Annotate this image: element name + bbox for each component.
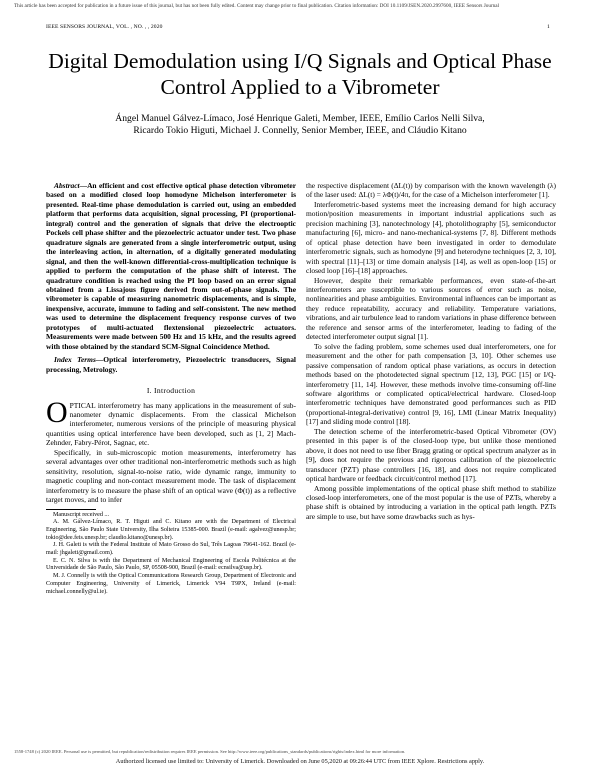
authorized-use-footer: Authorized licensed use limited to: University of Limerick. Downloaded on June 05,2020 at 09:26:44 UTC from IEEE Xplore. Restrictions apply. (115, 758, 485, 765)
author-list (40, 113, 560, 138)
abstract-label: Abstract (54, 181, 80, 190)
footnote-divider (46, 509, 96, 510)
body-paragraph-continued: the respective displacement (ΔL(t)) by comparison with the known wavelength (λ) of the laser used: ΔL(t) = λΦ(t)/4π, for the case of a Michelson interferometer [1]. (306, 181, 556, 200)
footnote-affiliation-1: A. M. Gálvez-Límaco, R. T. Higuti and C. Kitano are with the Department of Electrical Engineering, São Paulo State University, Ilha Solteira 15385-000. Brazil (e-mail: agalvez@unesp.br; tokio@dee.feis.unesp.br; claudio.kitano@unesp.br). (46, 519, 296, 541)
footnote-affiliation-3: E. C. N. Silva is with the Department of Mechanical Engineering of Escola Politécnica at the Universidade de São Paulo, São Paulo, SP, 05508-900, Brazil (e-mail: ecnsilva@usp.br). (46, 557, 296, 572)
body-paragraph: However, despite their remarkable performances, even state-of-the-art interferometers are susceptible to various sources of error such as noise, nonlinearities and phase ambiguities. Environmental influences can be important as they reduce repeatability, accuracy and reliability. Temperature variations, vibrations, and air turbulence lead to random variations in phase difference between the reference and sensor arms of the interferometer, leading to fading of the detected interferometer output signal [1]. (306, 275, 556, 342)
abstract (46, 181, 296, 351)
body-paragraph: The detection scheme of the interferometric-based Optical Vibrometer (OV) presented in this paper is of the closed-loop type, but unlike those mentioned above, it does not need to use fiber Bragg grating or optical spectrum analyzer as in [9], does not require the previous and rigorous calibration of the piezoelectric transducer (PZT) phase controllers [16, 18], and does not require complicated optical hardware or feedback circuit/control method [17]. (306, 426, 556, 484)
intro-paragraph-1 (46, 395, 296, 448)
left-column (46, 181, 296, 596)
index-terms (46, 355, 296, 374)
footnotes (46, 512, 296, 597)
drop-cap: O (46, 395, 68, 429)
index-terms-text: —Optical interferometry, Piezoelectric transducers, Signal processing, Metrology. (46, 355, 296, 374)
intro-paragraph-1-text: PTICAL interferometry has many applications in the measurement of sub-nanometer dynamic displacements. From the classical Michelson interferometer, numerous versions of the principle of measuring physical quantities using optical interference have been developed, such as [1, 2] Mach-Zehnder, Fabry-Pérot, Sagnac, etc. (46, 400, 296, 448)
body-paragraph: To solve the fading problem, some schemes used dual interferometers, one for measurement and the other for path compensation [3, 10]. Other schemes use passive compensation of random optical phase variations, as occurs in detection methods based on the photodetected signal spectrum [12, 13], PGC [15] or I/Q-interferometry [11, 14]. However, these methods involve time-consuming off-line software algorithms or complicated optical/electrical hardware. Closed-loop interferometric techniques have demonstrated good performances such as PID (proportional-integral-derivative) control [9, 16], LMI (Linear Matrix Inequality) [17] and sliding mode control [18]. (306, 341, 556, 427)
footnote-affiliation-4: M. J. Connelly is with the Optical Communications Research Group, Department of Electronic and Computer Engineering, University of Limerick, Limerick V94 T9PX, Ireland (e-mail: michael.connelly@ul.ie). (46, 573, 296, 595)
page-number: 1 (547, 24, 550, 30)
author-line-1: Ángel Manuel Gálvez-Límaco, José Henrique Galeti, Member, IEEE, Emílio Carlos Nelli Silva, (115, 113, 485, 124)
running-head: IEEE SENSORS JOURNAL, VOL. , NO. , , 2020 (46, 24, 163, 30)
index-terms-label: Index Terms (54, 355, 96, 365)
footnote-affiliation-2: J. H. Galeti is with the Federal Institute of Mato Grosso do Sul, Três Lagoas 79641-162. Brazil (e-mail: jhgaleti@gmail.com). (46, 542, 296, 557)
body-paragraph: Among possible implementations of the optical phase shift method to stabilize closed-loop interferometers, one of the most popular is the use of PZTs, whereby a phase shift is obtained by introducing a variation in the optical path length. PZTs are simple to use, but have some drawbacks such as hys- (306, 483, 556, 521)
abstract-text: —An efficient and cost effective optical phase detection vibrometer based on a modified closed loop homodyne Michelson interferometer is presented. Real-time phase demodulation is carried out, using an embedded platform that performs data acquisition, signal processing, PI (proportional-integral) control and the generation of signals that drive the electrooptic Pockels cell phase shifter and the piezoelectric actuator under test. Two phase quadrature signals are generated from a single interferometric output, using the interleaving action, in alternation, of a digitally generated modulating signal, and then the well-known differential-cross-multiplication technique is applied to perform the computation of the phase shift of interest. The quadrature condition is reached using the PI loop based on an error signal obtained from a Lissajous figure derived from out-of-phase signals. The vibrometer is capable of measuring nanometric displacements, and is simple, inexpensive, accurate, immune to fading and self-consistent. The new method was used to determine the displacement frequency response curves of two prototypes of multi-actuated flextensional piezoelectric actuators. Measurements were made between 500 Hz and 15 kHz, and the results agreed with those obtained by the standard SCM-Signal Coincidence Method. (46, 181, 296, 351)
paper-title: Digital Demodulation using I/Q Signals and Optical Phase Control Applied to a Vibrometer (48, 49, 552, 99)
section-heading-introduction: I. Introduction (146, 386, 196, 396)
intro-paragraph-2: Specifically, in sub-microscopic motion measurements, interferometry has several advantages over other traditional non-interferometric methods such as high sensitivity, resolution, signal-to-noise ratio, wide dynamic range, immunity to magnetic coupling and non-contact measurement mode. The task of displacement interferometry is to measure the phase shift of an optical wave (Φ(t)) as a reflective target moves, and to infer (46, 447, 296, 505)
footnote-manuscript: Manuscript received ... (53, 511, 110, 518)
publication-notice: This article has been accepted for publication in a future issue of this journal, but has not been fully edited. Content may change prior to final publication. Citation information: DOI 10.1109/JSEN.2020.2997600, IEEE Sensors Journal (14, 3, 500, 9)
copyright-footer: 1558-1748 (c) 2020 IEEE. Personal use is permitted, but republication/redistribution requires IEEE permission. See http://www.ieee.org/publications_standards/publications/rights/index.html for more information. (14, 749, 406, 754)
body-paragraph: Interferometric-based systems meet the increasing demand for high accuracy motion/position measurements in important industrial applications such as precision machining [3], nanotechnology [4], photolithography [5], semiconductor manufacturing [6], micro- and nano-mechanical-systems [7, 8]. Different methods of optical phase detection have been investigated in order to demodulate interferometric signals, such as homodyne [9] and heterodyne techniques [2, 3, 10], with spectral [11]–[13] or time domain analysis [14], as well as open-loop [15] or closed loop [16]–[18] approaches. (306, 199, 556, 276)
author-line-2: Ricardo Tokio Higuti, Michael J. Connelly, Senior Member, IEEE, and Cláudio Kitano (133, 125, 467, 137)
right-column (306, 181, 556, 521)
